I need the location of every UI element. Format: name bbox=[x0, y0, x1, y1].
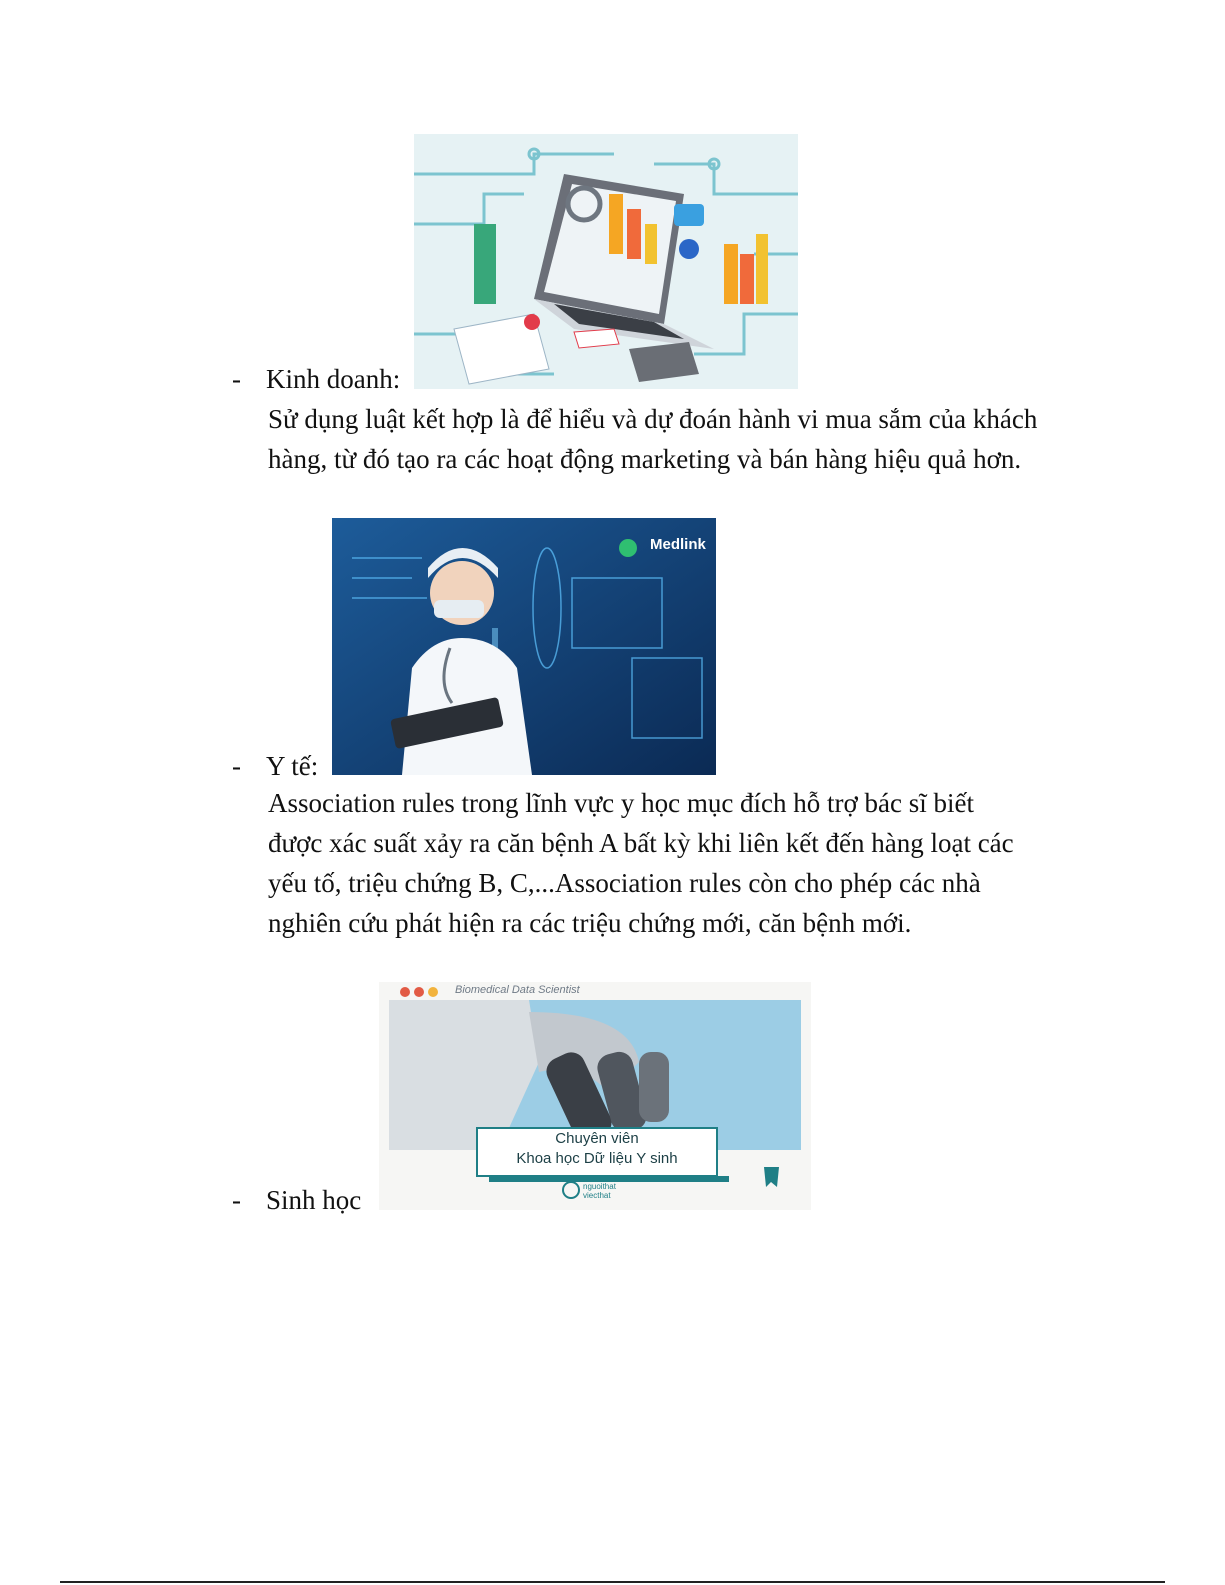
bullet-dash: - bbox=[232, 1185, 241, 1215]
banner-line-2: Khoa học Dữ liệu Y sinh bbox=[516, 1150, 678, 1167]
brand-text: nguoithat viecthat bbox=[583, 1182, 616, 1200]
paragraph-kinh-doanh: Sử dụng luật kết hợp là để hiểu và dự đoán hành vi mua sắm của khách hàng, từ đó tạo ra các hoạt động marketing và bán hàng hiệu quả hơn. bbox=[268, 404, 1038, 474]
medical-tech-image bbox=[332, 518, 716, 775]
section-label-y-te: Y tế: bbox=[266, 751, 319, 781]
biomedical-image bbox=[379, 982, 811, 1210]
medlink-logo-text: Medlink bbox=[650, 536, 706, 553]
doctor-medical-tech-icon bbox=[332, 518, 716, 775]
bullet-dash: - bbox=[232, 751, 241, 781]
microscope-biomedical-icon bbox=[379, 982, 811, 1210]
bullet-dash: - bbox=[232, 364, 241, 394]
analytics-laptop-icon bbox=[414, 134, 798, 389]
business-analytics-image bbox=[414, 134, 798, 389]
paragraph-y-te: Association rules trong lĩnh vực y học mục đích hỗ trợ bác sĩ biết được xác suất xảy ra căn bệnh A bất kỳ khi liên kết đến hàng loạt các yếu tố, triệu chứng B, C,...Association rules còn cho phép các nhà nghiên cứu phát hiện ra các triệu chứng mới, căn bệnh mới. bbox=[268, 788, 1014, 938]
section-label-sinh-hoc: Sinh học bbox=[266, 1185, 362, 1215]
banner-line-1: Chuyên viên bbox=[555, 1130, 639, 1147]
page-bottom-divider bbox=[60, 1581, 1165, 1583]
section-label-kinh-doanh: Kinh doanh: bbox=[266, 364, 401, 394]
window-title-text: Biomedical Data Scientist bbox=[455, 984, 580, 996]
